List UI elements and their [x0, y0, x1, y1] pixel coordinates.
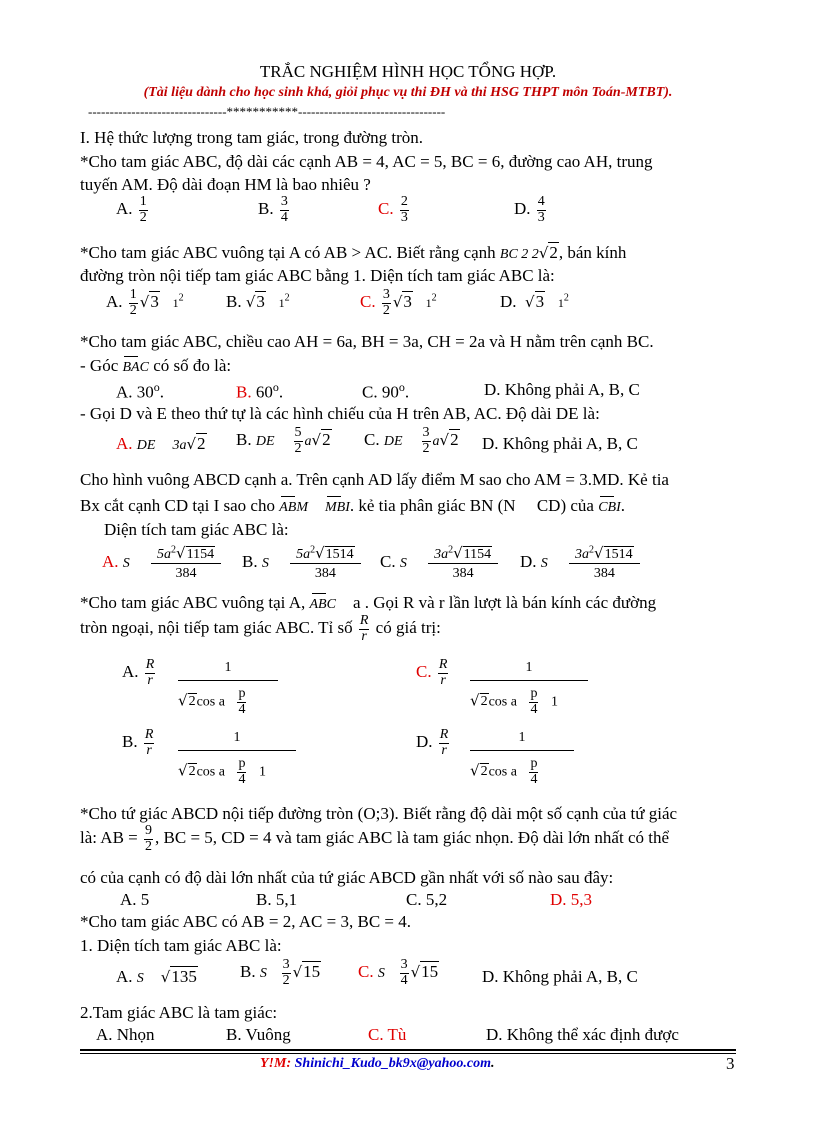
section-title: I. Hệ thức lượng trong tam giác, trong đường tròn. [80, 128, 424, 147]
q5-option-a: A. $\frac{R}{r}$ [122, 657, 155, 688]
q6-option-b: B. 5,1 [256, 890, 298, 909]
q1-option-a: A. $\frac{1}{2}$ [116, 194, 147, 225]
q6-text-line2: là: AB = $\frac{9}{2}$ , BC = 5, CD = 4 và tam giác ABC là tam giác nhọn. Độ dài lớn nhất có thể [80, 823, 670, 854]
q5-option-b-formula: 1 √2cos a $\frac{p}{4}$ 1 [178, 730, 296, 787]
q7-sub1-option-b: B. S $\frac{3}{2}$ √15 [240, 957, 321, 988]
q3-text-line1: *Cho tam giác ABC, chiều cao AH = 6a, BH = 3a, CH = 2a và H nằm trên cạnh BC. [80, 332, 654, 351]
q7-sub2-option-c-answer: C. Tù [368, 1025, 407, 1044]
q6-option-d-answer: D. 5,3 [550, 890, 593, 909]
q7-text-line1: *Cho tam giác ABC có AB = 2, AC = 3, BC = 4. [80, 912, 412, 931]
q3-sub2: - Gọi D và E theo thứ tự là các hình chiếu của H trên AB, AC. Độ dài DE là: [80, 404, 600, 423]
footer-email-link[interactable]: Shinichi_Kudo_bk9x@yahoo.com [294, 1056, 492, 1071]
q5-option-b: B. $\frac{R}{r}$ [122, 727, 154, 758]
q6-text-line3: có của cạnh có độ dài lớn nhất của tứ giác ABCD gần nhất với số nào sau đây: [80, 868, 614, 887]
q7-sub2-option-b: B. Vuông [226, 1025, 291, 1044]
q2-option-c-answer: C. $\frac{3}{2}$ √3 $1^2$ [360, 287, 437, 318]
q6-option-c: C. 5,2 [406, 890, 448, 909]
q7-sub1: 1. Diện tích tam giác ABC là: [80, 936, 282, 955]
q2-text-line1: *Cho tam giác ABC vuông tại A có AB > AC. Biết rằng cạnh BC 2 2√2, bán kính [80, 243, 627, 262]
footer-rule-thin [80, 1053, 736, 1054]
q3-sub1-option-c: C. 90$^o$. [362, 380, 410, 402]
q3-sub1-option-d: D. Không phải A, B, C [484, 380, 640, 399]
q4-option-a-answer: A. S $\frac{5a^2√1154}{384}$ [102, 544, 221, 582]
q7-sub2: 2.Tam giác ABC là tam giác: [80, 1003, 278, 1022]
q3-sub2-option-d: D. Không phải A, B, C [482, 434, 638, 453]
q7-sub1-option-d: D. Không phải A, B, C [482, 967, 638, 986]
q6-text-line1: *Cho tứ giác ABCD nội tiếp đường tròn (O;3). Biết rằng độ dài một số cạnh của tứ giác [80, 804, 678, 823]
q2-text-line2: đường tròn nội tiếp tam giác ABC bằng 1. Diện tích tam giác ABC là: [80, 266, 555, 285]
q5-text-line1: *Cho tam giác ABC vuông tại A, ABC a . Gọi R và r lần lượt là bán kính các đường [80, 593, 657, 612]
q5-option-a-formula: 1 √2cos a $\frac{p}{4}$ [178, 660, 278, 717]
q7-sub2-option-d: D. Không thể xác định được [486, 1025, 679, 1044]
footer-contact: Y!M: Shinichi_Kudo_bk9x@yahoo.com. [260, 1056, 495, 1071]
q1-text-line1: *Cho tam giác ABC, độ dài các cạnh AB = 4, AC = 5, BC = 6, đường cao AH, trung [80, 152, 653, 171]
q1-option-d: D. $\frac{4}{3}$ [514, 194, 545, 225]
q3-sub1-option-a: A. 30$^o$. [116, 380, 165, 402]
footer-rule-thick [80, 1049, 736, 1051]
q5-text-line2: tròn ngoại, nội tiếp tam giác ABC. Tỉ số $\frac{R}{r}$ có giá trị: [80, 613, 441, 644]
q3-sub1: - Góc BAC có số đo là: [80, 356, 232, 375]
q4-text-line2: Bx cắt cạnh CD tại I sao cho ABM MBI. kẻ tia phân giác BN (N CD) của CBI. [80, 496, 626, 515]
q2-option-b: B. √3 $1^2$ [226, 292, 290, 311]
page-number: 3 [726, 1054, 735, 1073]
q6-option-a: A. 5 [120, 890, 150, 909]
q4-option-c: C. S $\frac{3a^2√1154}{384}$ [380, 544, 498, 582]
q7-sub1-option-c-answer: C. S $\frac{3}{4}$ √15 [358, 957, 439, 988]
q3-sub2-option-a-answer: A. DE 3a√2 [116, 434, 206, 453]
q7-sub1-option-a: A. S √135 [116, 967, 197, 986]
page-subtitle: (Tài liệu dành cho học sinh khá, giỏi phục vụ thi ĐH và thi HSG THPT môn Toán-MTBT). [143, 85, 673, 100]
q3-sub2-option-c: C. DE $\frac{3}{2}$ a√2 [364, 425, 459, 456]
q1-text-line2: tuyến AM. Độ dài đoạn HM là bao nhiêu ? [80, 175, 371, 194]
q2-option-a: A. $\frac{1}{2}$ √3 $1^2$ [106, 287, 184, 318]
q5-option-d: D. $\frac{R}{r}$ [416, 727, 449, 758]
q2-option-d: D. √3 $1^2$ [500, 292, 569, 311]
page-title: TRẮC NGHIỆM HÌNH HỌC TỔNG HỢP. [259, 62, 557, 81]
q1-option-b: B. $\frac{3}{4}$ [258, 194, 288, 225]
q5-option-c-formula: 1 √2cos a $\frac{p}{4}$ 1 [470, 660, 588, 717]
q4-option-b: B. S $\frac{5a^2√1514}{384}$ [242, 544, 361, 582]
q5-option-d-formula: 1 √2cos a $\frac{p}{4}$ [470, 730, 574, 787]
q7-sub2-option-a: A. Nhọn [96, 1025, 155, 1044]
q4-text-line3: Diện tích tam giác ABC là: [104, 520, 289, 539]
q5-option-c-answer: C. $\frac{R}{r}$ [416, 657, 448, 688]
q4-text-line1: Cho hình vuông ABCD cạnh a. Trên cạnh AD lấy điểm M sao cho AM = 3.MD. Kẻ tia [80, 470, 669, 489]
q3-sub1-option-b-answer: B. 60$^o$. [236, 380, 284, 402]
title-separator: --------------------------------***********---------------------------------- [88, 104, 446, 119]
q1-option-c-answer: C. $\frac{2}{3}$ [378, 194, 408, 225]
q4-option-d: D. S $\frac{3a^2√1514}{384}$ [520, 544, 640, 582]
q3-sub2-option-b: B. DE $\frac{5}{2}$ a√2 [236, 425, 331, 456]
